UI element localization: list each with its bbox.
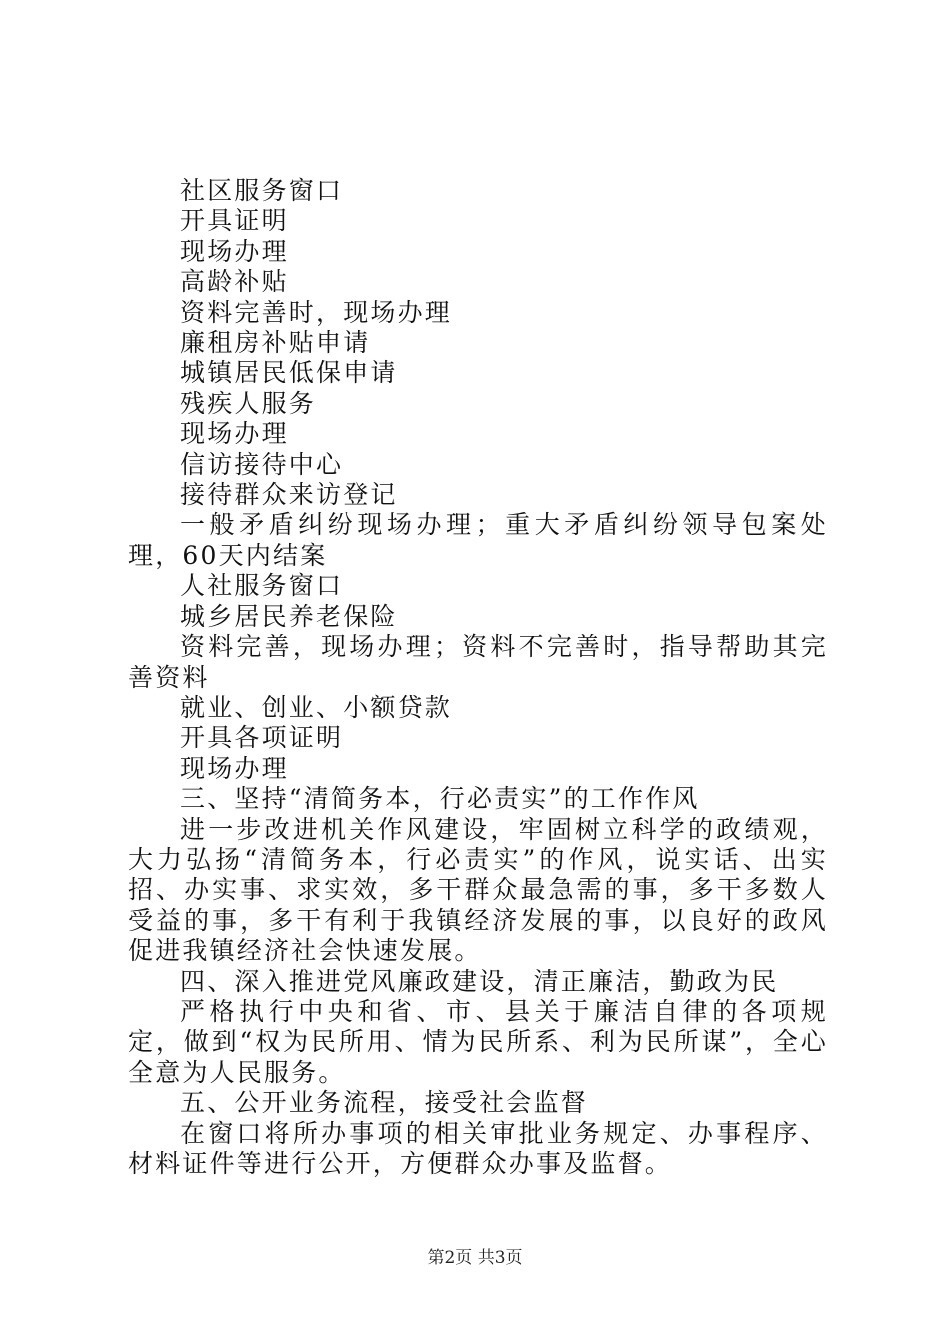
paragraph: 开具各项证明: [180, 723, 344, 753]
page-footer: 第2页 共3页: [427, 1248, 523, 1268]
paragraph: 社区服务窗口: [180, 176, 344, 205]
paragraph: 在窗口将所办事项的相关审批业务规定、办事程序、材料证件等进行公开，方便群众办事及监督。: [128, 1118, 828, 1178]
paragraph: 残疾人服务: [180, 388, 317, 418]
paragraph: 城乡居民养老保险: [180, 601, 398, 631]
paragraph: 廉租房补贴申请: [180, 328, 371, 358]
paragraph: 接待群众来访登记: [180, 480, 398, 510]
section-heading: 五、公开业务流程，接受社会监督: [180, 1088, 589, 1118]
section-heading: 三、坚持“清简务本，行必责实”的工作作风: [180, 784, 700, 814]
paragraph: 信访接待中心: [180, 449, 344, 479]
document-body: [128, 176, 828, 1179]
paragraph: 现场办理: [180, 419, 289, 449]
paragraph: 资料完善，现场办理；资料不完善时，指导帮助其完善资料: [128, 632, 828, 692]
paragraph: 进一步改进机关作风建设，牢固树立科学的政绩观，大力弘扬“清简务本，行必责实”的作风，说实话、出实招、办实事、求实效，多干群众最急需的事，多干多数人受益的事，多干有利于我镇经济发展的事，以良好的政风促进我镇经济社会快速发展。: [128, 814, 828, 966]
paragraph: 人社服务窗口: [180, 571, 344, 601]
paragraph: 一般矛盾纠纷现场办理；重大矛盾纠纷领导包案处理，60天内结案: [128, 510, 828, 570]
paragraph: 资料完善时，现场办理: [180, 297, 453, 327]
paragraph: 现场办理: [180, 236, 289, 266]
paragraph: 高龄补贴: [180, 267, 289, 297]
paragraph: 严格执行中央和省、市、县关于廉洁自律的各项规定，做到“权为民所用、情为民所系、利为民所谋”，全心全意为人民服务。: [128, 996, 828, 1087]
paragraph: 城镇居民低保申请: [180, 358, 398, 388]
section-heading: 四、深入推进党风廉政建设，清正廉洁，勤政为民: [180, 966, 779, 996]
paragraph: 开具证明: [180, 206, 289, 236]
paragraph: 就业、创业、小额贷款: [180, 692, 453, 722]
paragraph: 现场办理: [180, 753, 289, 783]
